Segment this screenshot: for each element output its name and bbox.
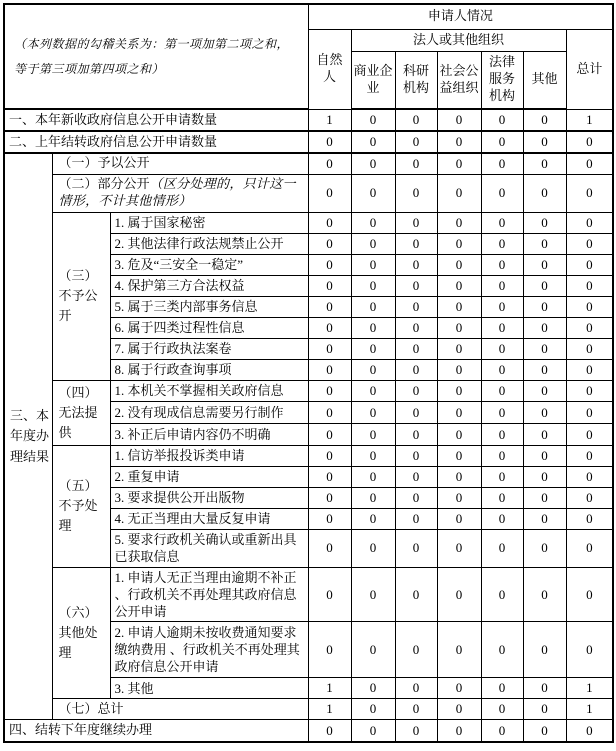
legal-org-group-header: 法人或其他组织 (351, 29, 566, 51)
value-cell: 0 (437, 466, 481, 487)
value-cell: 0 (566, 720, 613, 742)
value-cell: 0 (308, 567, 351, 621)
value-cell: 0 (308, 153, 351, 174)
value-cell: 0 (481, 720, 523, 742)
value-cell: 0 (308, 380, 351, 402)
value-cell: 0 (308, 275, 351, 296)
row-label-italic-note: （区分处理的，只计这一情形，不计其他情形） (58, 176, 296, 208)
item-label: 3. 补正后申请内容仍不明确 (110, 424, 308, 446)
value-cell: 0 (351, 338, 395, 359)
value-cell: 0 (566, 529, 613, 567)
value-cell: 0 (395, 424, 437, 446)
value-cell: 0 (437, 254, 481, 275)
value-cell: 0 (523, 678, 566, 699)
value-cell: 1 (566, 678, 613, 699)
value-cell: 0 (566, 508, 613, 529)
item-label: 2. 申请人逾期未按收费通知要求缴纳费用 、行政机关不再处理其政府信息公开申请 (110, 622, 308, 678)
value-cell: 0 (523, 131, 566, 153)
value-cell: 0 (523, 720, 566, 742)
value-cell: 0 (351, 131, 395, 153)
value-cell: 0 (395, 699, 437, 720)
value-cell: 0 (523, 359, 566, 380)
item-label: 7. 属于行政执法案卷 (110, 338, 308, 359)
value-cell: 0 (395, 487, 437, 508)
value-cell: 0 (351, 254, 395, 275)
value-cell: 0 (308, 338, 351, 359)
value-cell: 0 (308, 131, 351, 153)
value-cell: 0 (437, 529, 481, 567)
value-cell: 0 (395, 380, 437, 402)
value-cell: 0 (395, 275, 437, 296)
value-cell: 0 (566, 212, 613, 233)
item-label: 8. 属于行政查询事项 (110, 359, 308, 380)
value-cell: 0 (566, 487, 613, 508)
item-label: 3. 其他 (110, 678, 308, 699)
value-cell: 0 (523, 296, 566, 317)
legal-service-org-col-header: 法律服务机构 (481, 51, 523, 109)
value-cell: 0 (308, 622, 351, 678)
value-cell: 0 (523, 233, 566, 254)
row-label-partially-granted: （二）部分公开（区分处理的，只计这一情形，不计其他情形） (52, 174, 308, 212)
value-cell: 0 (481, 424, 523, 446)
value-cell: 0 (523, 445, 566, 466)
value-cell: 0 (481, 317, 523, 338)
value-cell: 1 (566, 699, 613, 720)
row-label-carry-to-next-year: 四、结转下年度继续办理 (4, 720, 308, 742)
row-label-subtotal: （七）总计 (52, 699, 308, 720)
value-cell: 0 (437, 445, 481, 466)
value-cell: 0 (437, 380, 481, 402)
row-label-carried-over: 二、上年结转政府信息公开申请数量 (4, 131, 308, 153)
value-cell: 0 (523, 424, 566, 446)
value-cell: 0 (523, 487, 566, 508)
value-cell: 0 (308, 402, 351, 424)
row-label-new-applications: 一、本年新收政府信息公开申请数量 (4, 109, 308, 131)
group-label-not-processed: （五）不予处理 (52, 445, 110, 567)
value-cell: 0 (308, 529, 351, 567)
value-cell: 0 (481, 529, 523, 567)
value-cell: 0 (437, 109, 481, 131)
value-cell: 0 (566, 466, 613, 487)
value-cell: 0 (351, 153, 395, 174)
value-cell: 0 (481, 212, 523, 233)
value-cell: 0 (395, 109, 437, 131)
value-cell: 0 (437, 678, 481, 699)
value-cell: 0 (481, 254, 523, 275)
value-cell: 0 (523, 466, 566, 487)
value-cell: 0 (481, 296, 523, 317)
item-label: 2. 重复申请 (110, 466, 308, 487)
item-label: 3. 要求提供公开出版物 (110, 487, 308, 508)
value-cell: 0 (437, 233, 481, 254)
value-cell: 0 (437, 338, 481, 359)
group-label-unable-to-provide: （四）无法提供 (52, 380, 110, 445)
value-cell: 0 (523, 529, 566, 567)
item-label: 4. 保护第三方合法权益 (110, 275, 308, 296)
value-cell: 0 (566, 445, 613, 466)
value-cell: 0 (395, 153, 437, 174)
value-cell: 0 (351, 296, 395, 317)
value-cell: 0 (523, 380, 566, 402)
value-cell: 0 (395, 317, 437, 338)
value-cell: 0 (437, 153, 481, 174)
value-cell: 0 (351, 233, 395, 254)
disclosure-applications-table (3, 3, 614, 743)
value-cell: 0 (351, 466, 395, 487)
value-cell: 0 (351, 529, 395, 567)
value-cell: 0 (437, 402, 481, 424)
item-label: 6. 属于四类过程性信息 (110, 317, 308, 338)
value-cell: 0 (566, 622, 613, 678)
value-cell: 0 (308, 359, 351, 380)
value-cell: 0 (437, 699, 481, 720)
value-cell: 0 (351, 212, 395, 233)
value-cell: 0 (351, 720, 395, 742)
value-cell: 0 (481, 359, 523, 380)
value-cell: 0 (523, 254, 566, 275)
value-cell: 0 (308, 254, 351, 275)
value-cell: 0 (481, 109, 523, 131)
table-body (4, 109, 613, 742)
value-cell: 1 (308, 678, 351, 699)
research-institution-col-header: 科研机构 (395, 51, 437, 109)
value-cell: 0 (437, 487, 481, 508)
value-cell: 0 (308, 317, 351, 338)
value-cell: 0 (566, 233, 613, 254)
value-cell: 0 (481, 567, 523, 621)
value-cell: 0 (308, 233, 351, 254)
value-cell: 0 (395, 466, 437, 487)
value-cell: 0 (523, 402, 566, 424)
value-cell: 0 (566, 424, 613, 446)
value-cell: 0 (481, 380, 523, 402)
value-cell: 0 (481, 678, 523, 699)
value-cell: 0 (481, 275, 523, 296)
value-cell: 0 (395, 174, 437, 212)
value-cell: 0 (437, 131, 481, 153)
value-cell: 0 (351, 567, 395, 621)
value-cell: 0 (308, 445, 351, 466)
value-cell: 0 (437, 720, 481, 742)
value-cell: 0 (395, 131, 437, 153)
value-cell: 0 (395, 359, 437, 380)
item-label: 2. 其他法律行政法规禁止公开 (110, 233, 308, 254)
value-cell: 0 (308, 487, 351, 508)
value-cell: 0 (566, 275, 613, 296)
value-cell: 0 (308, 212, 351, 233)
value-cell: 1 (566, 109, 613, 131)
value-cell: 0 (351, 275, 395, 296)
value-cell: 0 (523, 567, 566, 621)
item-label: 5. 属于三类内部事务信息 (110, 296, 308, 317)
value-cell: 0 (523, 508, 566, 529)
note-cell: （本列数据的勾稽关系为：第一项加第二项之和，等于第三项加第四项之和） (4, 4, 308, 109)
section-label-annual-results: 三、本年度办理结果 (4, 153, 52, 720)
value-cell: 0 (523, 317, 566, 338)
value-cell: 0 (351, 174, 395, 212)
value-cell: 0 (351, 445, 395, 466)
value-cell: 0 (437, 174, 481, 212)
value-cell: 0 (437, 622, 481, 678)
value-cell: 0 (351, 402, 395, 424)
item-label: 1. 属于国家秘密 (110, 212, 308, 233)
natural-person-col-header: 自然人 (308, 29, 351, 109)
value-cell: 0 (351, 622, 395, 678)
value-cell: 0 (481, 508, 523, 529)
group-label-other-handling: （六）其他处理 (52, 567, 110, 698)
total-col-header: 总计 (566, 29, 613, 109)
value-cell: 0 (308, 508, 351, 529)
value-cell: 0 (523, 338, 566, 359)
item-label: 2. 没有现成信息需要另行制作 (110, 402, 308, 424)
value-cell: 0 (395, 254, 437, 275)
value-cell: 0 (566, 359, 613, 380)
value-cell: 0 (395, 402, 437, 424)
value-cell: 0 (437, 212, 481, 233)
value-cell: 0 (481, 487, 523, 508)
value-cell: 0 (481, 131, 523, 153)
value-cell: 0 (481, 233, 523, 254)
value-cell: 0 (481, 466, 523, 487)
value-cell: 0 (308, 424, 351, 446)
value-cell: 0 (395, 508, 437, 529)
value-cell: 0 (351, 508, 395, 529)
value-cell: 0 (523, 275, 566, 296)
value-cell: 0 (395, 296, 437, 317)
value-cell: 0 (308, 466, 351, 487)
value-cell: 0 (481, 153, 523, 174)
value-cell: 0 (481, 622, 523, 678)
value-cell: 0 (395, 338, 437, 359)
value-cell: 1 (308, 699, 351, 720)
other-applicant-col-header: 其他 (523, 51, 566, 109)
value-cell: 0 (437, 567, 481, 621)
applicant-situation-header: 申请人情况 (308, 4, 613, 29)
business-enterprise-col-header: 商业企业 (351, 51, 395, 109)
value-cell: 0 (566, 338, 613, 359)
value-cell: 0 (566, 296, 613, 317)
value-cell: 0 (523, 622, 566, 678)
value-cell: 0 (566, 380, 613, 402)
value-cell: 0 (395, 622, 437, 678)
social-welfare-org-col-header: 社会公益组织 (437, 51, 481, 109)
value-cell: 0 (351, 317, 395, 338)
value-cell: 0 (566, 567, 613, 621)
item-label: 1. 本机关不掌握相关政府信息 (110, 380, 308, 402)
value-cell: 0 (481, 174, 523, 212)
value-cell: 0 (566, 131, 613, 153)
value-cell: 0 (437, 359, 481, 380)
item-label: 1. 申请人无正当理由逾期不补正 、行政机关不再处理其政府信息公开申请 (110, 567, 308, 621)
value-cell: 0 (566, 317, 613, 338)
value-cell: 0 (351, 424, 395, 446)
item-label: 5. 要求行政机关确认或重新出具已获取信息 (110, 529, 308, 567)
value-cell: 0 (523, 109, 566, 131)
value-cell: 0 (351, 109, 395, 131)
value-cell: 0 (523, 153, 566, 174)
value-cell: 0 (395, 567, 437, 621)
value-cell: 0 (566, 254, 613, 275)
item-label: 1. 信访举报投诉类申请 (110, 445, 308, 466)
value-cell: 0 (308, 174, 351, 212)
value-cell: 0 (437, 296, 481, 317)
value-cell: 0 (395, 212, 437, 233)
value-cell: 0 (351, 359, 395, 380)
value-cell: 0 (308, 720, 351, 742)
value-cell: 0 (308, 296, 351, 317)
value-cell: 0 (523, 212, 566, 233)
value-cell: 0 (351, 380, 395, 402)
value-cell: 0 (481, 699, 523, 720)
value-cell: 0 (351, 678, 395, 699)
value-cell: 0 (566, 402, 613, 424)
value-cell: 0 (523, 174, 566, 212)
item-label: 3. 危及“三安全一稳定” (110, 254, 308, 275)
value-cell: 0 (351, 487, 395, 508)
value-cell: 0 (395, 678, 437, 699)
value-cell: 0 (481, 338, 523, 359)
value-cell: 0 (351, 699, 395, 720)
value-cell: 0 (481, 402, 523, 424)
value-cell: 0 (395, 233, 437, 254)
value-cell: 0 (481, 445, 523, 466)
value-cell: 0 (437, 508, 481, 529)
value-cell: 0 (523, 699, 566, 720)
value-cell: 0 (395, 445, 437, 466)
value-cell: 0 (566, 174, 613, 212)
value-cell: 0 (437, 424, 481, 446)
value-cell: 0 (395, 529, 437, 567)
item-label: 4. 无正当理由大量反复申请 (110, 508, 308, 529)
value-cell: 1 (308, 109, 351, 131)
row-label-granted: （一）予以公开 (52, 153, 308, 174)
value-cell: 0 (437, 317, 481, 338)
value-cell: 0 (437, 275, 481, 296)
value-cell: 0 (395, 720, 437, 742)
group-label-denied: （三）不予公开 (52, 212, 110, 380)
value-cell: 0 (566, 153, 613, 174)
